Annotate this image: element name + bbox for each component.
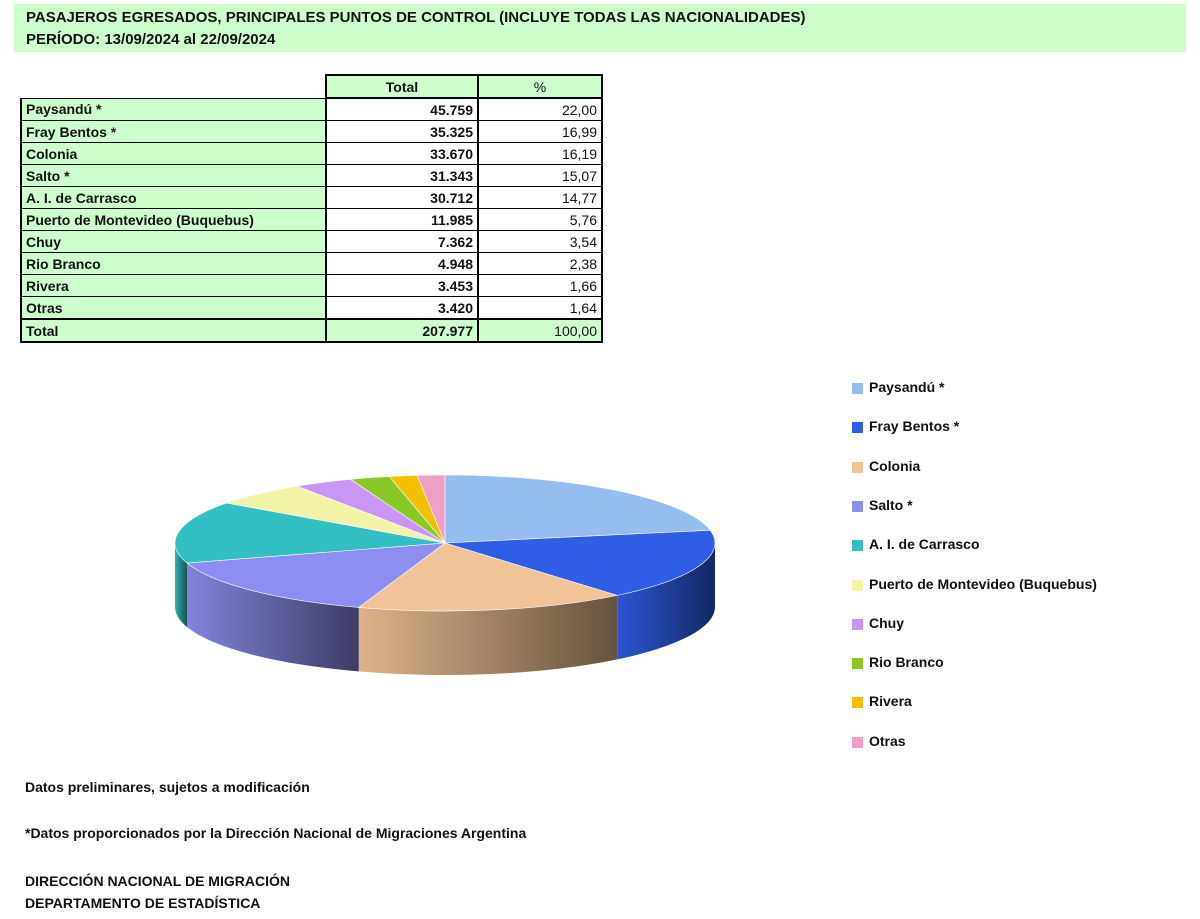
row-total: 30.712: [326, 187, 478, 209]
table-row: [21, 143, 602, 165]
row-name: Fray Bentos *: [21, 121, 326, 143]
table-header-row: [21, 75, 602, 98]
row-total: 11.985: [326, 209, 478, 231]
report-header: [14, 4, 1186, 52]
table-row: [21, 209, 602, 231]
report-title: PASAJEROS EGRESADOS, PRINCIPALES PUNTOS DE CONTROL (INCLUYE TODAS LAS NACIONALIDADES): [26, 9, 806, 26]
table-row: [21, 231, 602, 253]
table-header-blank: [21, 75, 326, 98]
total-value: 207.977: [326, 319, 478, 342]
legend-label: Otras: [869, 732, 906, 749]
legend-label: Salto *: [869, 496, 913, 513]
row-name: A. I. de Carrasco: [21, 187, 326, 209]
table-row: [21, 187, 602, 209]
row-name: Rivera: [21, 275, 326, 297]
row-percent: 15,07: [478, 165, 602, 187]
column-header-total: Total: [326, 75, 478, 98]
note-source: *Datos proporcionados por la Dirección Nacional de Migraciones Argentina: [25, 825, 527, 841]
legend-swatch: [852, 540, 863, 551]
legend-label: Chuy: [869, 614, 904, 631]
report-period: PERÍODO: 13/09/2024 al 22/09/2024: [26, 31, 276, 48]
row-total: 33.670: [326, 143, 478, 165]
row-name: Chuy: [21, 231, 326, 253]
row-percent: 2,38: [478, 253, 602, 275]
legend-swatch: [852, 501, 863, 512]
pie-chart: [150, 455, 750, 715]
table-total-row: [21, 319, 602, 342]
total-name: Total: [21, 319, 326, 342]
legend-label: A. I. de Carrasco: [869, 536, 980, 553]
row-total: 4.948: [326, 253, 478, 275]
row-name: Otras: [21, 297, 326, 320]
row-percent: 22,00: [478, 98, 602, 121]
row-percent: 1,66: [478, 275, 602, 297]
legend-label: Colonia: [869, 457, 921, 474]
legend-label: Paysandú *: [869, 379, 945, 395]
row-percent: 14,77: [478, 187, 602, 209]
table-row: [21, 121, 602, 143]
legend-swatch: [852, 422, 863, 433]
table-row: [21, 275, 602, 297]
row-total: 45.759: [326, 98, 478, 121]
legend-swatch: [852, 658, 863, 669]
legend-label: Rivera: [869, 693, 912, 710]
row-name: Puerto de Montevideo (Buquebus): [21, 209, 326, 231]
row-total: 31.343: [326, 165, 478, 187]
legend-label: Rio Branco: [869, 654, 944, 671]
org-name: DIRECCIÓN NACIONAL DE MIGRACIÓN: [25, 873, 290, 889]
row-name: Paysandú *: [21, 98, 326, 121]
row-percent: 16,19: [478, 143, 602, 165]
legend-swatch: [852, 697, 863, 708]
row-name: Salto *: [21, 165, 326, 187]
row-percent: 16,99: [478, 121, 602, 143]
legend-swatch: [852, 619, 863, 630]
table-row: [21, 98, 602, 121]
table-row: [21, 253, 602, 275]
legend-label: Puerto de Montevideo (Buquebus): [869, 575, 1097, 592]
row-total: 7.362: [326, 231, 478, 253]
row-total: 3.420: [326, 297, 478, 320]
row-percent: 5,76: [478, 209, 602, 231]
legend-swatch: [852, 383, 863, 394]
row-percent: 1,64: [478, 297, 602, 320]
row-name: Colonia: [21, 143, 326, 165]
legend-swatch: [852, 462, 863, 473]
total-percent: 100,00: [478, 319, 602, 342]
legend-label: Fray Bentos *: [869, 418, 960, 435]
row-percent: 3,54: [478, 231, 602, 253]
row-name: Rio Branco: [21, 253, 326, 275]
row-total: 35.325: [326, 121, 478, 143]
note-preliminary: Datos preliminares, sujetos a modificación: [25, 779, 310, 795]
table-row: [21, 165, 602, 187]
legend-swatch: [852, 737, 863, 748]
control-points-table: [20, 74, 603, 343]
table-row: [21, 297, 602, 320]
org-department: DEPARTAMENTO DE ESTADÍSTICA: [25, 895, 261, 911]
legend-swatch: [852, 580, 863, 591]
column-header-percent: %: [478, 75, 602, 98]
row-total: 3.453: [326, 275, 478, 297]
